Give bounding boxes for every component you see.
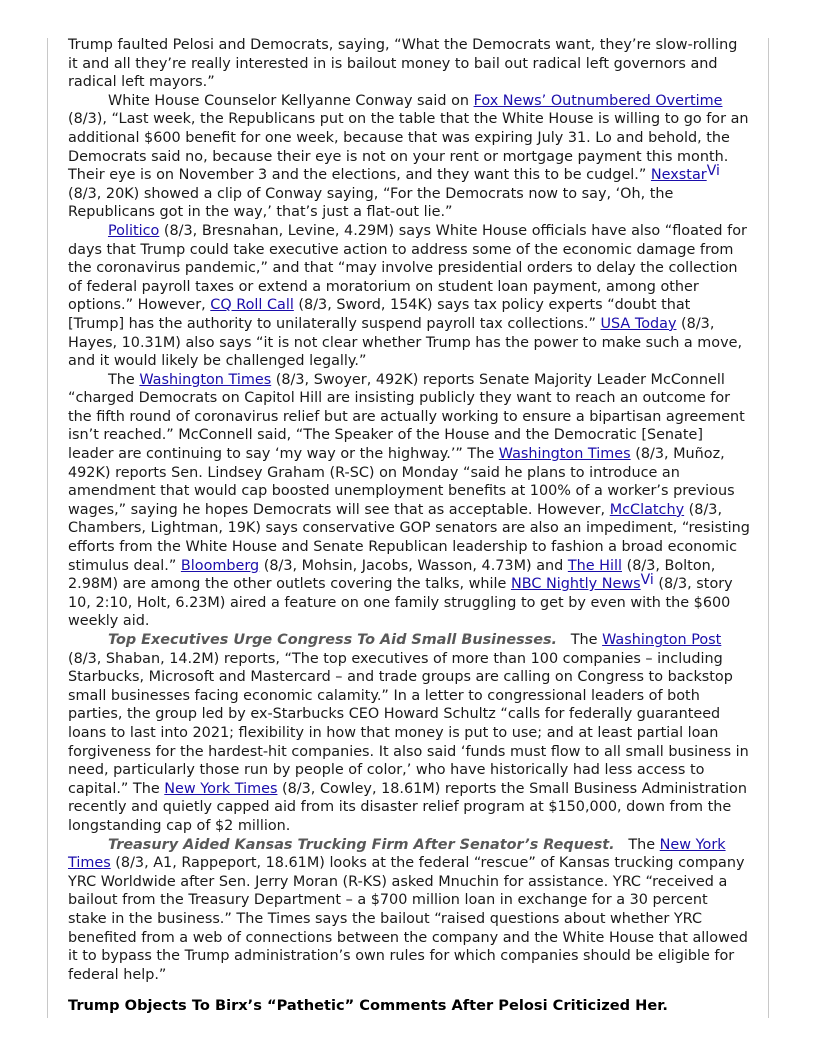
video-indicator-nbc[interactable]: Vi: [640, 572, 654, 589]
left-margin-rule: [47, 38, 48, 1018]
paragraph-text: (8/3, Hayes, 10.31M) also says “it is not clear whether Trump has the power to make such a move, and it would likely be challenged legally.”: [68, 315, 743, 370]
video-indicator-nexstar[interactable]: Vi: [706, 163, 720, 180]
paragraph-text: (8/3, 20K) showed a clip of Conway saying, “For the Democrats now to say, ‘Oh, the Republicans got in the way,’ that’s just a flat-out lie.”: [68, 185, 674, 221]
paragraph-text: (8/3, Chambers, Lightman, 19K) says conservative GOP senators are also an impediment, “resisting efforts from the White House and Senate Republican leadership to fashion a broad economic stimulus deal.”: [68, 501, 750, 574]
paragraph-politico: [68, 222, 750, 371]
link-washington-times[interactable]: Washington Times: [139, 371, 272, 388]
subheading-kansas-trucking: Treasury Aided Kansas Trucking Firm After Senator’s Request.: [108, 836, 615, 853]
paragraph-text: (8/3, Cowley, 18.61M) reports the Small Business Administration recently and quietly capped aid from its disaster relief program at $150,000, down from the longstanding cap of $2 million.: [68, 780, 747, 834]
subheading-small-businesses: Top Executives Urge Congress To Aid Small Businesses.: [108, 632, 558, 648]
link-washington-post[interactable]: Washington Post: [602, 632, 722, 648]
paragraph-text: (8/3, A1, Rappeport, 18.61M) looks at the federal “rescue” of Kansas trucking company YRC Worldwide after Sen. Jerry Moran (R-KS) asked Mnuchin for assistance. YRC “received a bailout from the Treasury Department – a $700 million loan in exchange for a 30 percent stake in the business.” The Times says the bailout “raised questions about whether YRC benefited from a web of connections between the company and the White House that allowed it to bypass the Trump administration’s own rules for which companies should be eligible for federal help.”: [68, 855, 748, 983]
document-body: [68, 36, 750, 1016]
paragraph-kansas-trucking: [68, 836, 750, 985]
paragraph-washington-times: [68, 371, 750, 631]
paragraph-small-businesses: [68, 631, 750, 836]
link-washington-times-2[interactable]: Washington Times: [498, 446, 631, 463]
right-margin-rule: [768, 38, 769, 1018]
paragraph-text: (8/3, Bolton, 2.98M) are among the other outlets covering the talks, while: [68, 557, 716, 593]
link-the-hill[interactable]: The Hill: [567, 557, 622, 574]
paragraph-text: The: [614, 836, 660, 853]
link-mcclatchy[interactable]: McClatchy: [609, 501, 685, 518]
paragraph-text: (8/3, Shaban, 14.2M) reports, “The top executives of more than 100 companies – including Starbucks, Microsoft and Mastercard – and trade groups are calling on Congress to backstop small businesses facing economic calamity.” In a letter to congressional leaders of both parties, the group led by ex-Starbucks CEO Howard Schultz “calls for federally guaranteed loans to last into 2021; flexibility in how that money is put to use; and at least partial loan forgiveness for the hardest-hit companies. It also said ‘funds must flow to all small business in need, particularly those run by people of color,’ who have historically had less access to capital.” The: [68, 650, 749, 797]
link-cq-roll-call[interactable]: CQ Roll Call: [210, 297, 294, 314]
paragraph-text: (8/3), “Last week, the Republicans put on the table that the White House is willing to go for an additional $600 benefit for one week, because that was expiring July 31. Lo and behold, the Democrats said no, because their eye is not on your rent or mortgage payment this month. Their eye is on November 3 and the elections, and they want this to be cudgel.”: [68, 111, 749, 184]
paragraph-text: The: [108, 371, 140, 388]
paragraph-text: (8/3, Mohsin, Jacobs, Wasson, 4.73M) and: [259, 557, 568, 574]
paragraph-text: (8/3, story 10, 2:10, Holt, 6.23M) aired a feature on one family struggling to get by even with the $600 weekly aid.: [68, 576, 733, 630]
paragraph-text: White House Counselor Kellyanne Conway said on: [108, 92, 474, 109]
paragraph-text: The: [557, 632, 603, 648]
link-fox-news[interactable]: Fox News’ Outnumbered Overtime: [473, 92, 723, 109]
paragraph-text: (8/3, Sword, 154K) says tax policy experts “doubt that [Trump] has the authority to unilaterally suspend payroll tax collections.”: [68, 297, 691, 332]
paragraph-trump-faulted: [68, 36, 750, 92]
paragraph-conway: [68, 92, 750, 222]
paragraph-text: (8/3, Swoyer, 492K) reports Senate Majority Leader McConnell “charged Democrats on Capitol Hill are insisting publicly they want to reach an outcome for the fifth round of coronavirus relief but are actually working to ensure a bipartisan agreement isn’t reached.” McConnell said, “The Speaker of the House and the Democratic [Senate] leader are continuing to say ‘my way or the highway.’” The: [68, 371, 745, 463]
paragraph-text: (8/3, Muñoz, 492K) reports Sen. Lindsey Graham (R-SC) on Monday “said he plans to introduce an amendment that would cap boosted unemployment benefits at 100% of a worker’s previous wages,” saying he hopes Democrats will see that as acceptable. However,: [68, 446, 735, 518]
paragraph-text: (8/3, Bresnahan, Levine, 4.29M) says White House officials have also “floated for days that Trump could take executive action to address some of the economic damage from the coronavirus pandemic,” and that “may involve presidential orders to delay the collection of federal payroll taxes or extend a moratorium on student loan payment, among other options.” However,: [68, 222, 747, 314]
section-headline: Trump Objects To Birx’s “Pathetic” Comments After Pelosi Criticized Her.: [68, 997, 668, 1015]
link-new-york-times-2[interactable]: New York Times: [68, 836, 726, 872]
link-nexstar[interactable]: Nexstar: [650, 167, 707, 184]
link-new-york-times[interactable]: New York Times: [164, 780, 278, 797]
link-politico[interactable]: Politico: [108, 222, 160, 239]
link-usa-today[interactable]: USA Today: [600, 315, 677, 332]
link-nbc-nightly-news[interactable]: NBC Nightly News: [510, 576, 641, 593]
paragraph-text: Trump faulted Pelosi and Democrats, saying, “What the Democrats want, they’re slow-rolling it and all they’re really interested in is bailout money to bail out radical left governors and radical left mayors.”: [68, 37, 738, 91]
link-bloomberg[interactable]: Bloomberg: [180, 557, 260, 574]
